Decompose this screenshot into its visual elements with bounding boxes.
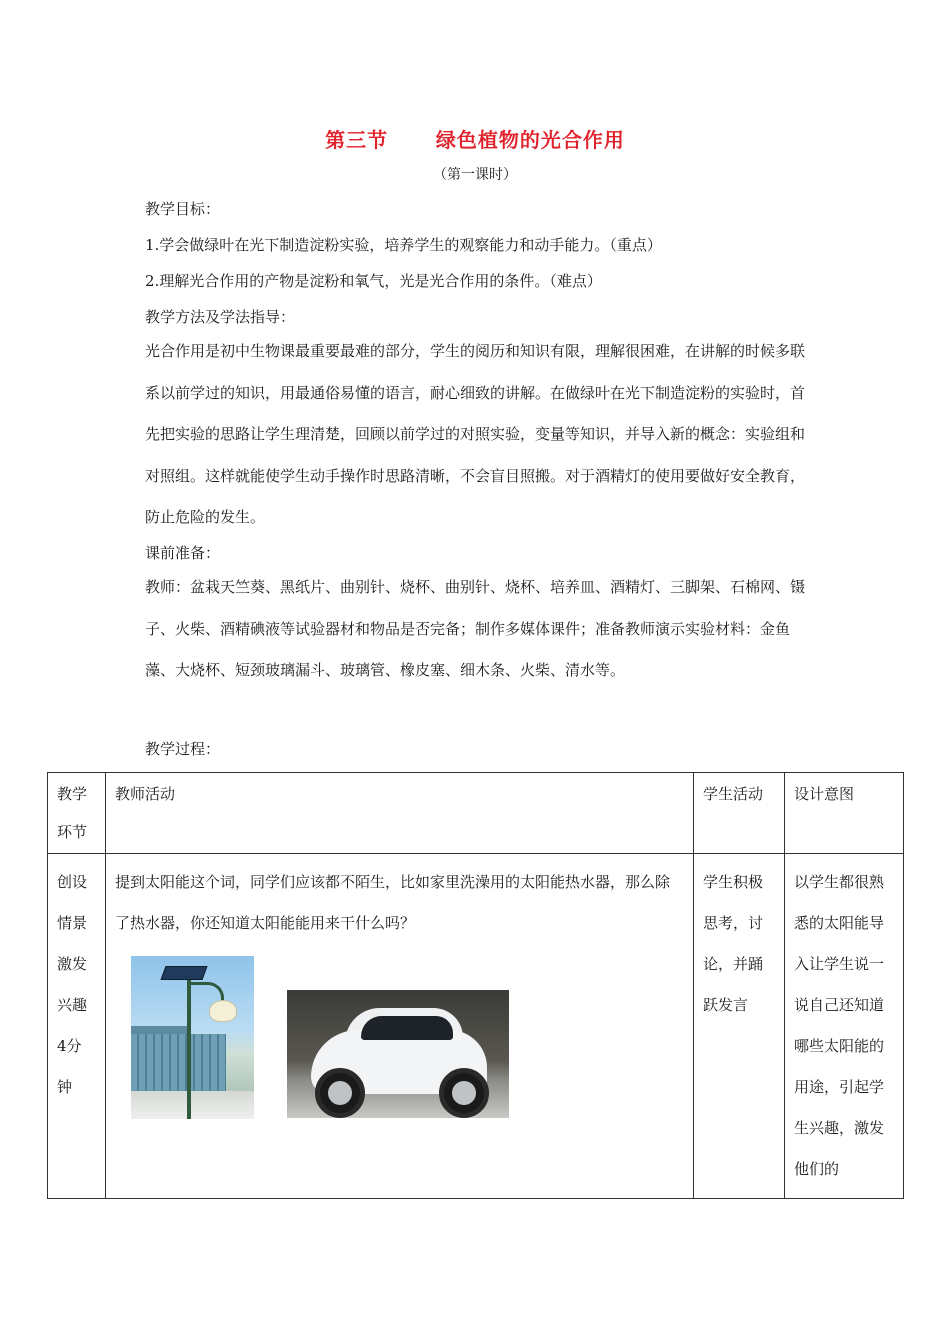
preparation-heading: 课前准备： (145, 544, 221, 562)
cell-teacher (106, 854, 694, 1199)
solar-car-image (287, 990, 509, 1118)
table-row (48, 854, 904, 1199)
header-intent: 设计意图 (785, 773, 904, 854)
preparation-text: 教师：盆栽天竺葵、黑纸片、曲别针、烧杯、曲别针、烧杯、培养皿、酒精灯、三脚架、石棉网、镊子、火柴、酒精碘液等试验器材和物品是否完备；制作多媒体课件；准备教师演示实验材料：金鱼藻、大烧杯、短颈玻璃漏斗、玻璃管、橡皮塞、细木条、火柴、清水等。 (145, 578, 806, 679)
objective-item-1: 1.学会做绿叶在光下制造淀粉实验，培养学生的观察能力和动手能力。（重点） (145, 236, 662, 254)
objective-item-2: 2.理解光合作用的产物是淀粉和氧气，光是光合作用的条件。（难点） (145, 272, 602, 290)
header-stage: 教学环节 (48, 773, 106, 854)
process-table (47, 772, 904, 1199)
cell-intent: 以学生都很熟悉的太阳能导入让学生说一说自己还知道哪些太阳能的用途，引起学生兴趣，激发他们的 (785, 854, 904, 1199)
solar-street-lamp-image (131, 956, 254, 1119)
objectives-heading: 教学目标： (145, 200, 221, 218)
method-heading: 教学方法及学法指导： (145, 308, 296, 326)
method-text: 光合作用是初中生物课最重要最难的部分，学生的阅历和知识有限，理解很困难，在讲解的时候多联系以前学过的知识，用最通俗易懂的语言，耐心细致的讲解。在做绿叶在光下制造淀粉的实验时，首先把实验的思路让学生理清楚，回顾以前学过的对照实验，变量等知识，并导入新的概念：实验组和对照组。这样就能使学生动手操作时思路清晰，不会盲目照搬。对于酒精灯的使用要做好安全教育，防止危险的发生。 (145, 342, 806, 526)
header-teacher: 教师活动 (106, 773, 694, 854)
page-title: 第三节 绿色植物的光合作用 (325, 128, 625, 152)
cell-student: 学生积极思考，讨论，并踊跃发言 (694, 854, 785, 1199)
cell-stage: 创设情景激发兴趣4分钟 (48, 854, 106, 1199)
header-student: 学生活动 (694, 773, 785, 854)
image-area (115, 944, 684, 1134)
page-subtitle: （第一课时） (433, 167, 517, 183)
teacher-activity-text: 提到太阳能这个词，同学们应该都不陌生，比如家里洗澡用的太阳能热水器，那么除了热水器，你还知道太阳能能用来干什么吗？ (115, 873, 671, 932)
table-header-row (48, 773, 904, 854)
process-heading: 教学过程： (145, 740, 221, 758)
